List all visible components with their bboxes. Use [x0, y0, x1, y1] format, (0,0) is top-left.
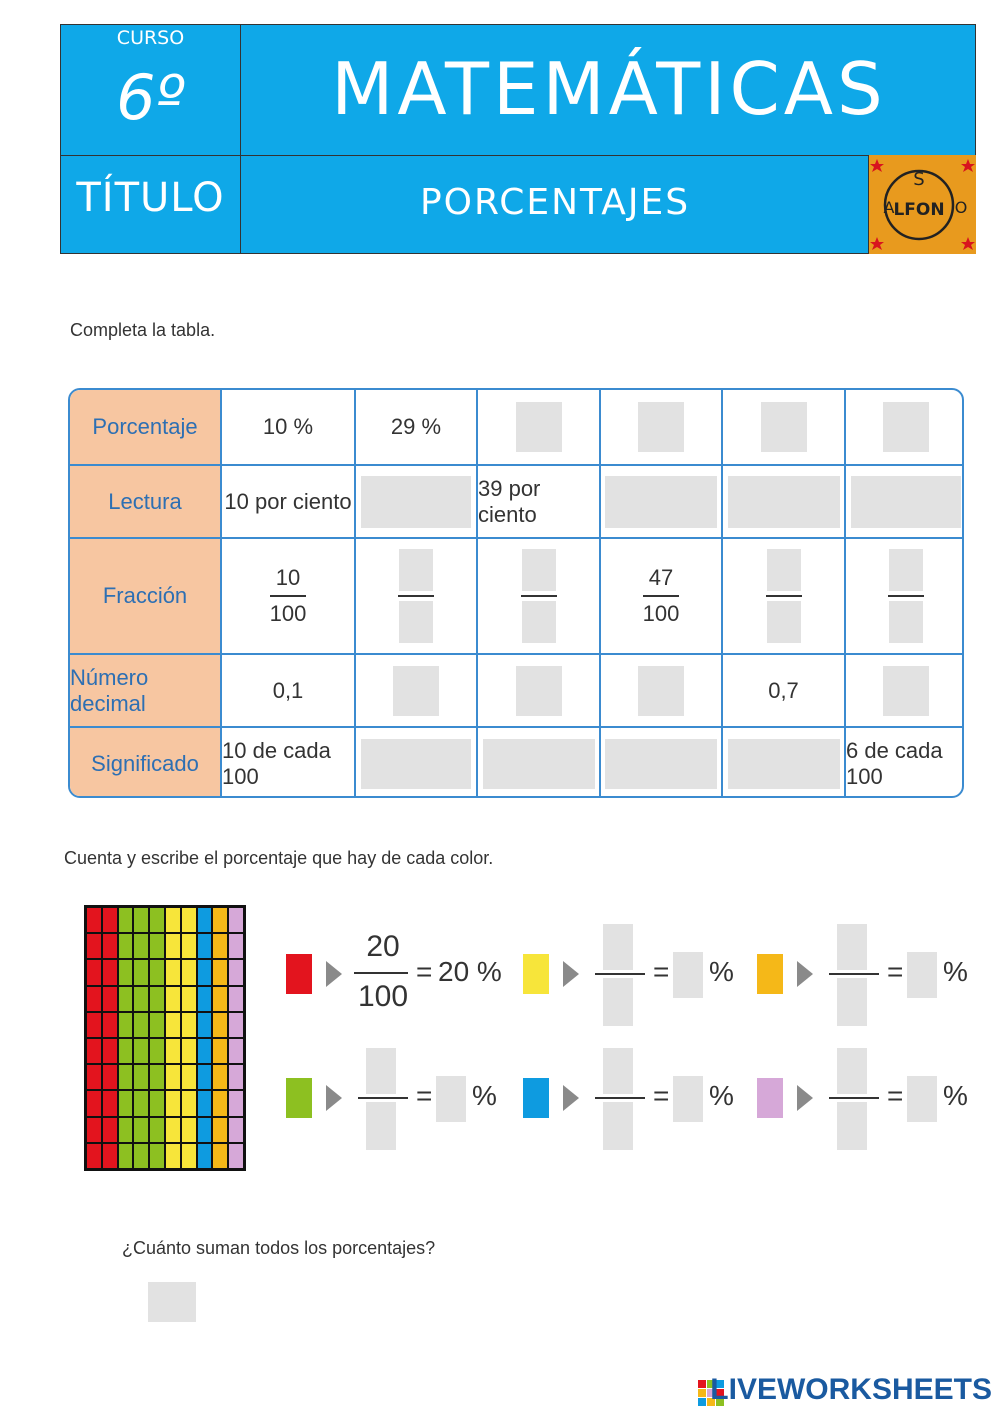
grid-square — [182, 934, 196, 958]
answer-box[interactable] — [605, 476, 717, 528]
svg-text:O: O — [954, 198, 968, 217]
grid-square — [166, 1091, 180, 1115]
row-header-decimal: Número decimal — [70, 655, 220, 726]
answer-box[interactable] — [883, 402, 929, 452]
alfonso-logo-icon — [869, 155, 976, 254]
grid-square — [87, 1144, 101, 1168]
table-cell: 10 por ciento — [220, 466, 354, 537]
answer-box[interactable] — [761, 402, 807, 452]
grid-square — [87, 908, 101, 932]
triangle-arrow-icon — [797, 1085, 813, 1111]
grid-square — [213, 1118, 227, 1142]
grid-square — [134, 1091, 148, 1115]
row-decimal — [70, 653, 962, 726]
denominator-box[interactable] — [889, 601, 923, 643]
grid-square — [198, 1144, 212, 1168]
grid-square — [134, 987, 148, 1011]
grid-square — [103, 1065, 117, 1089]
table-cell — [220, 539, 354, 653]
equals-sign: = — [887, 956, 904, 987]
curso-label: CURSO — [116, 27, 185, 49]
row-header-lectura: Lectura — [70, 466, 220, 537]
table-cell: 10 de cada 100 — [220, 728, 354, 798]
table-cell: 10 % — [220, 390, 354, 464]
fraction-bar — [829, 973, 879, 975]
grid-square — [213, 1013, 227, 1037]
fraction-bar — [398, 595, 434, 597]
equals-sign: = — [416, 1080, 433, 1111]
grid-square — [119, 960, 133, 984]
grid-square — [182, 908, 196, 932]
grid-square — [103, 960, 117, 984]
table-cell — [721, 466, 844, 537]
table-cell — [721, 728, 844, 798]
grid-square — [103, 1091, 117, 1115]
percent-value: 20 % — [438, 956, 502, 987]
grid-square — [182, 1013, 196, 1037]
fraction — [888, 549, 924, 643]
table-cell — [476, 390, 599, 464]
grid-square — [213, 1144, 227, 1168]
grid-square — [198, 908, 212, 932]
grid-square — [103, 1118, 117, 1142]
header-banner — [60, 24, 976, 254]
subject-title: MATEMÁTICAS — [331, 47, 887, 131]
grid-square — [119, 1013, 133, 1037]
table-cell — [844, 539, 964, 653]
topic-title: PORCENTAJES — [419, 182, 691, 223]
grid-square — [182, 960, 196, 984]
fraction-bar — [358, 1097, 408, 1099]
answer-box[interactable] — [605, 739, 717, 789]
grid-square — [182, 987, 196, 1011]
answer-box[interactable] — [883, 666, 929, 716]
fraction-denominator: 100 — [357, 980, 409, 1013]
grid-square — [229, 960, 243, 984]
grid-square — [150, 1144, 164, 1168]
grid-square — [150, 934, 164, 958]
sum-answer-box[interactable] — [148, 1282, 196, 1322]
grid-square — [182, 1039, 196, 1063]
grid-square — [150, 960, 164, 984]
grid-square — [229, 1144, 243, 1168]
color-swatch — [286, 954, 312, 994]
grid-square — [150, 987, 164, 1011]
grid-square — [229, 1091, 243, 1115]
fraction-bar — [521, 595, 557, 597]
denominator-box[interactable] — [366, 1102, 396, 1150]
triangle-arrow-icon — [797, 961, 813, 987]
percent-sign: % — [943, 1080, 968, 1111]
fraction-numerator: 10 — [275, 565, 301, 590]
color-swatch — [286, 1078, 312, 1118]
numerator-box[interactable] — [522, 549, 556, 591]
percent-box[interactable] — [673, 1076, 703, 1122]
grid-square — [229, 908, 243, 932]
grid-square — [150, 1065, 164, 1089]
color-swatch — [757, 954, 783, 994]
fraction-numerator: 47 — [648, 565, 674, 590]
fraction — [766, 549, 802, 643]
numerator-box[interactable] — [603, 1048, 633, 1094]
denominator-box[interactable] — [399, 601, 433, 643]
denominator-box[interactable] — [767, 601, 801, 643]
color-swatch — [523, 954, 549, 994]
table-cell — [599, 466, 721, 537]
denominator-box[interactable] — [837, 978, 867, 1026]
fraction-bar — [829, 1097, 879, 1099]
grid-square — [229, 1065, 243, 1089]
grid-square — [87, 1091, 101, 1115]
percent-sign: % — [472, 1080, 497, 1111]
grid-square — [213, 908, 227, 932]
table-cell — [476, 539, 599, 653]
denominator-box[interactable] — [837, 1102, 867, 1150]
answer-box[interactable] — [728, 476, 840, 528]
grid-square — [119, 1039, 133, 1063]
table-cell — [476, 728, 599, 798]
numerator-box[interactable] — [399, 549, 433, 591]
grid-square — [198, 1013, 212, 1037]
table-cell — [476, 655, 599, 726]
grid-square — [198, 960, 212, 984]
grid-square — [166, 987, 180, 1011]
grid-square — [87, 987, 101, 1011]
grid-square — [198, 987, 212, 1011]
percent-sign: % — [709, 1080, 734, 1111]
grid-square — [182, 1144, 196, 1168]
grid-square — [182, 1118, 196, 1142]
row-porcentaje — [70, 390, 962, 464]
equals-sign: = — [653, 1080, 670, 1111]
svg-text:S: S — [913, 169, 925, 190]
percent-box[interactable] — [673, 952, 703, 998]
grid-square — [213, 960, 227, 984]
curso-value: 6º — [116, 61, 185, 134]
denominator-box[interactable] — [603, 978, 633, 1026]
grid-square — [150, 1118, 164, 1142]
row-lectura — [70, 464, 962, 537]
fraction — [521, 549, 557, 643]
answer-box[interactable] — [361, 739, 471, 789]
grid-square — [229, 1118, 243, 1142]
fraction-bar — [766, 595, 802, 597]
grid-square — [213, 1039, 227, 1063]
color-swatch — [523, 1078, 549, 1118]
grid-square — [119, 1091, 133, 1115]
grid-square — [119, 1118, 133, 1142]
row-fraccion — [70, 537, 962, 653]
grid-square — [150, 908, 164, 932]
grid-square — [150, 1039, 164, 1063]
grid-square — [150, 1013, 164, 1037]
equals-sign: = — [416, 956, 433, 987]
grid-square — [166, 1013, 180, 1037]
table-cell — [599, 539, 721, 653]
denominator-box[interactable] — [522, 601, 556, 643]
row-significado — [70, 726, 962, 798]
grid-square — [213, 1065, 227, 1089]
grid-square — [182, 1065, 196, 1089]
table-cell: 0,7 — [721, 655, 844, 726]
svg-text:A: A — [883, 198, 895, 217]
numerator-box[interactable] — [889, 549, 923, 591]
grid-square — [198, 934, 212, 958]
triangle-arrow-icon — [563, 1085, 579, 1111]
fraction-denominator: 100 — [269, 601, 307, 626]
triangle-arrow-icon — [326, 1085, 342, 1111]
grid-square — [229, 987, 243, 1011]
fraction-numerator: 20 — [366, 930, 400, 963]
percent-sign: % — [943, 956, 968, 987]
grid-square — [213, 934, 227, 958]
fraction-bar — [643, 595, 679, 597]
triangle-arrow-icon — [563, 961, 579, 987]
table-cell: 39 por ciento — [476, 466, 599, 537]
answer-box[interactable] — [516, 666, 562, 716]
fraction-bar — [595, 1097, 645, 1099]
equals-sign: = — [653, 956, 670, 987]
grid-square — [150, 1091, 164, 1115]
grid-square — [213, 1091, 227, 1115]
grid-square — [198, 1118, 212, 1142]
triangle-arrow-icon — [326, 961, 342, 987]
header-divider-horizontal — [61, 155, 975, 156]
grid-square — [119, 987, 133, 1011]
table-cell: 0,1 — [220, 655, 354, 726]
table-cell — [354, 728, 476, 798]
numerator-box[interactable] — [837, 1048, 867, 1094]
fraction — [398, 549, 434, 643]
table-cell — [354, 539, 476, 653]
grid-square — [166, 1039, 180, 1063]
answer-box[interactable] — [361, 476, 471, 528]
grid-square — [166, 934, 180, 958]
svg-text:LFON: LFON — [893, 200, 945, 220]
grid-square — [229, 1039, 243, 1063]
grid-square — [103, 987, 117, 1011]
table-cell — [844, 655, 964, 726]
answer-box[interactable] — [728, 739, 840, 789]
grid-square — [87, 1013, 101, 1037]
grid-square — [87, 1065, 101, 1089]
grid-square — [182, 1091, 196, 1115]
table-cell — [599, 728, 721, 798]
fraction-denominator: 100 — [642, 601, 680, 626]
grid-square — [166, 1144, 180, 1168]
grid-square — [166, 908, 180, 932]
grid-square — [103, 934, 117, 958]
grid-square — [119, 1065, 133, 1089]
numerator-box[interactable] — [603, 924, 633, 970]
answer-box[interactable] — [851, 476, 961, 528]
answer-box[interactable] — [393, 666, 439, 716]
table-instructions: Completa la tabla. — [70, 320, 216, 340]
table-cell — [844, 390, 964, 464]
table-cell — [721, 390, 844, 464]
table-cell — [354, 655, 476, 726]
grid-square — [119, 1144, 133, 1168]
fraction-bar — [888, 595, 924, 597]
row-header-porcentaje: Porcentaje — [70, 390, 220, 464]
grid-square — [103, 1013, 117, 1037]
grid-square — [198, 1065, 212, 1089]
grid-square — [198, 1039, 212, 1063]
percent-box[interactable] — [907, 952, 937, 998]
grid-square — [134, 1118, 148, 1142]
row-header-fraccion: Fracción — [70, 539, 220, 653]
table-cell: 29 % — [354, 390, 476, 464]
fraction-bar — [354, 972, 408, 974]
grid-square — [134, 1144, 148, 1168]
grid-square — [119, 908, 133, 932]
grid-square — [134, 960, 148, 984]
grid-square — [87, 934, 101, 958]
fraction-bar — [595, 973, 645, 975]
color-swatch — [757, 1078, 783, 1118]
answer-box[interactable] — [638, 402, 684, 452]
numerator-box[interactable] — [837, 924, 867, 970]
table-cell — [721, 539, 844, 653]
table-cell — [599, 655, 721, 726]
numerator-box[interactable] — [767, 549, 801, 591]
table-cell — [354, 466, 476, 537]
equals-sign: = — [887, 1080, 904, 1111]
grid-square — [198, 1091, 212, 1115]
fraction — [643, 565, 680, 627]
grid-square — [103, 908, 117, 932]
denominator-box[interactable] — [603, 1102, 633, 1150]
grid-square — [166, 1118, 180, 1142]
answer-box[interactable] — [638, 666, 684, 716]
grid-square — [213, 987, 227, 1011]
grid-square — [134, 1039, 148, 1063]
answer-box[interactable] — [516, 402, 562, 452]
table-cell — [844, 466, 964, 537]
school-logo — [868, 155, 976, 254]
hundred-grid — [84, 905, 246, 1171]
answer-box[interactable] — [483, 739, 595, 789]
grid-square — [134, 934, 148, 958]
grid-square — [87, 1118, 101, 1142]
grid-square — [103, 1144, 117, 1168]
sum-question: ¿Cuánto suman todos los porcentajes? — [122, 1238, 436, 1258]
grid-square — [134, 1065, 148, 1089]
grid-square — [229, 1013, 243, 1037]
percent-sign: % — [709, 956, 734, 987]
grid-square — [87, 1039, 101, 1063]
grid-square — [134, 1013, 148, 1037]
brand-wordmark: LIVEWORKSHEETS — [710, 1373, 992, 1406]
percent-box[interactable] — [436, 1076, 466, 1122]
grid-square — [134, 908, 148, 932]
table-cell: 6 de cada 100 — [844, 728, 964, 798]
grid-square — [103, 1039, 117, 1063]
grid-square — [119, 934, 133, 958]
numerator-box[interactable] — [366, 1048, 396, 1094]
titulo-label: TÍTULO — [76, 175, 225, 221]
row-header-significado: Significado — [70, 728, 220, 798]
grid-square — [166, 1065, 180, 1089]
grid-square — [87, 960, 101, 984]
fraction-bar — [270, 595, 306, 597]
table-cell — [599, 390, 721, 464]
grid-square — [229, 934, 243, 958]
grid-square — [166, 960, 180, 984]
colors-instructions: Cuenta y escribe el porcentaje que hay de cada color. — [64, 848, 494, 868]
fraction — [270, 565, 307, 627]
percentage-table — [68, 388, 964, 798]
percent-box[interactable] — [907, 1076, 937, 1122]
